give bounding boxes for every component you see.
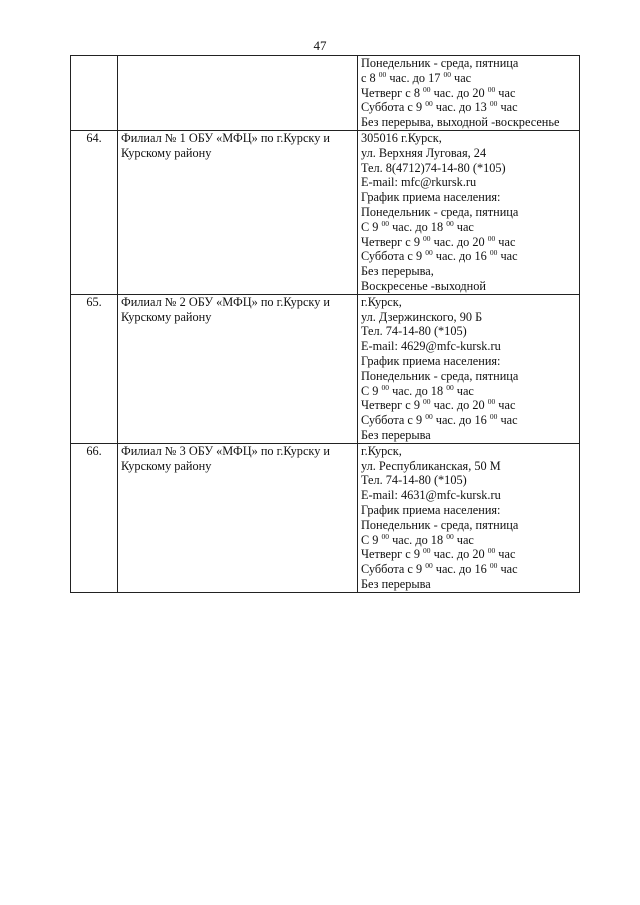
info-line: ул. Республиканская, 50 М [361, 458, 501, 473]
schedule-text: час. до 17 [386, 70, 444, 85]
branch-name [118, 56, 358, 131]
row-number: 64. [71, 130, 118, 294]
time-minutes-superscript: 00 [487, 397, 496, 407]
branch-contact-schedule [358, 56, 580, 131]
info-line [361, 100, 576, 115]
info-line: Без перерыва [361, 427, 431, 442]
branches-table [70, 55, 580, 593]
info-line [361, 398, 576, 413]
schedule-text: час. до 16 [432, 249, 490, 264]
info-line: График приема населения: [361, 502, 501, 517]
branch-contact-schedule [358, 130, 580, 294]
schedule-text: час [497, 100, 518, 115]
info-line [361, 249, 576, 264]
table-row [71, 443, 580, 592]
info-line: Без перерыва, [361, 264, 434, 279]
row-number [71, 56, 118, 131]
time-minutes-superscript: 00 [446, 382, 454, 392]
info-line [361, 533, 576, 548]
info-line: г.Курск, [361, 294, 402, 309]
info-line: ул. Дзержинского, 90 Б [361, 309, 483, 324]
schedule-text: час [453, 219, 474, 234]
time-minutes-superscript: 00 [381, 531, 389, 541]
info-line: График приема населения: [361, 190, 501, 205]
schedule-text: час. до 13 [432, 100, 490, 115]
schedule-text: С 9 [361, 383, 382, 398]
time-minutes-superscript: 00 [443, 69, 451, 79]
info-line: 305016 г.Курск, [361, 130, 442, 145]
schedule-text: с 8 [361, 70, 379, 85]
time-minutes-superscript: 00 [489, 412, 498, 422]
table-row [71, 130, 580, 294]
branch-contact-schedule [358, 443, 580, 592]
schedule-text: Четверг с 9 [361, 547, 424, 562]
time-minutes-superscript: 00 [487, 84, 496, 94]
info-line: Без перерыва [361, 576, 431, 591]
row-number: 65. [71, 294, 118, 443]
schedule-text: час [497, 413, 518, 428]
info-line: Воскресенье -выходной [361, 278, 486, 293]
table-row [71, 294, 580, 443]
schedule-text: час [453, 532, 474, 547]
time-minutes-superscript: 00 [423, 233, 431, 243]
info-line [361, 413, 576, 428]
info-line: Тел. 74-14-80 (*105) [361, 473, 467, 488]
schedule-text: час. до 16 [432, 413, 490, 428]
schedule-text: час. до 20 [430, 234, 488, 249]
info-line: ул. Верхняя Луговая, 24 [361, 145, 487, 160]
schedule-text: час. до 20 [430, 398, 488, 413]
time-minutes-superscript: 00 [423, 84, 431, 94]
schedule-text: час. до 16 [432, 562, 490, 577]
branch-name: Филиал № 1 ОБУ «МФЦ» по г.Курску и Курскому району [118, 130, 358, 294]
branch-name: Филиал № 3 ОБУ «МФЦ» по г.Курску и Курскому району [118, 443, 358, 592]
branch-contact-schedule [358, 294, 580, 443]
info-line [361, 562, 576, 577]
schedule-text: Суббота с 9 [361, 100, 426, 115]
time-minutes-superscript: 00 [378, 69, 387, 79]
schedule-text: час. до 18 [389, 383, 447, 398]
schedule-text: час [495, 547, 516, 562]
info-line [361, 235, 576, 250]
schedule-text: С 9 [361, 532, 382, 547]
schedule-text: час. до 20 [430, 85, 488, 100]
schedule-text: Суббота с 9 [361, 413, 426, 428]
schedule-text: час. до 18 [389, 219, 447, 234]
table-row [71, 56, 580, 131]
time-minutes-superscript: 00 [489, 248, 498, 258]
info-line: Тел. 8(4712)74-14-80 (*105) [361, 160, 506, 175]
info-line: Без перерыва, выходной -воскресенье [361, 115, 560, 130]
schedule-text: час [497, 249, 518, 264]
time-minutes-superscript: 00 [446, 531, 454, 541]
info-line: Понедельник - среда, пятница [361, 517, 519, 532]
info-line: Понедельник - среда, пятница [361, 56, 519, 70]
time-minutes-superscript: 00 [425, 561, 433, 571]
time-minutes-superscript: 00 [425, 412, 433, 422]
time-minutes-superscript: 00 [381, 218, 389, 228]
branch-name: Филиал № 2 ОБУ «МФЦ» по г.Курску и Курскому району [118, 294, 358, 443]
info-line: E-mail: 4629@mfc-kursk.ru [361, 339, 501, 354]
schedule-text: час. до 20 [430, 547, 488, 562]
time-minutes-superscript: 00 [381, 382, 389, 392]
schedule-text: Четверг с 9 [361, 234, 424, 249]
info-line [361, 71, 576, 86]
info-line: E-mail: mfc@rkursk.ru [361, 175, 477, 190]
time-minutes-superscript: 00 [423, 546, 431, 556]
info-line [361, 384, 576, 399]
info-line: г.Курск, [361, 443, 402, 458]
time-minutes-superscript: 00 [489, 561, 498, 571]
info-line [361, 220, 576, 235]
schedule-text: Четверг с 9 [361, 398, 424, 413]
info-line [361, 86, 576, 101]
time-minutes-superscript: 00 [487, 546, 496, 556]
time-minutes-superscript: 00 [423, 397, 431, 407]
info-line: Понедельник - среда, пятница [361, 204, 519, 219]
time-minutes-superscript: 00 [425, 99, 433, 109]
time-minutes-superscript: 00 [446, 218, 454, 228]
info-line: Понедельник - среда, пятница [361, 368, 519, 383]
schedule-text: Суббота с 9 [361, 249, 426, 264]
row-number: 66. [71, 443, 118, 592]
table-body [71, 56, 580, 593]
schedule-text: час. до 18 [389, 532, 447, 547]
schedule-text: час [450, 70, 472, 85]
page-number: 47 [313, 38, 327, 53]
schedule-text: Суббота с 9 [361, 562, 426, 577]
time-minutes-superscript: 00 [425, 248, 433, 258]
time-minutes-superscript: 00 [489, 99, 498, 109]
info-line [361, 547, 576, 562]
info-line: E-mail: 4631@mfc-kursk.ru [361, 488, 501, 503]
schedule-text: С 9 [361, 219, 382, 234]
info-line: График приема населения: [361, 353, 501, 368]
schedule-text: час [495, 234, 516, 249]
schedule-text: час [495, 85, 516, 100]
schedule-text: час [453, 383, 474, 398]
info-line: Тел. 74-14-80 (*105) [361, 324, 467, 339]
schedule-text: час [495, 398, 516, 413]
schedule-text: Четверг с 8 [361, 85, 424, 100]
schedule-text: час [497, 562, 518, 577]
time-minutes-superscript: 00 [487, 233, 496, 243]
